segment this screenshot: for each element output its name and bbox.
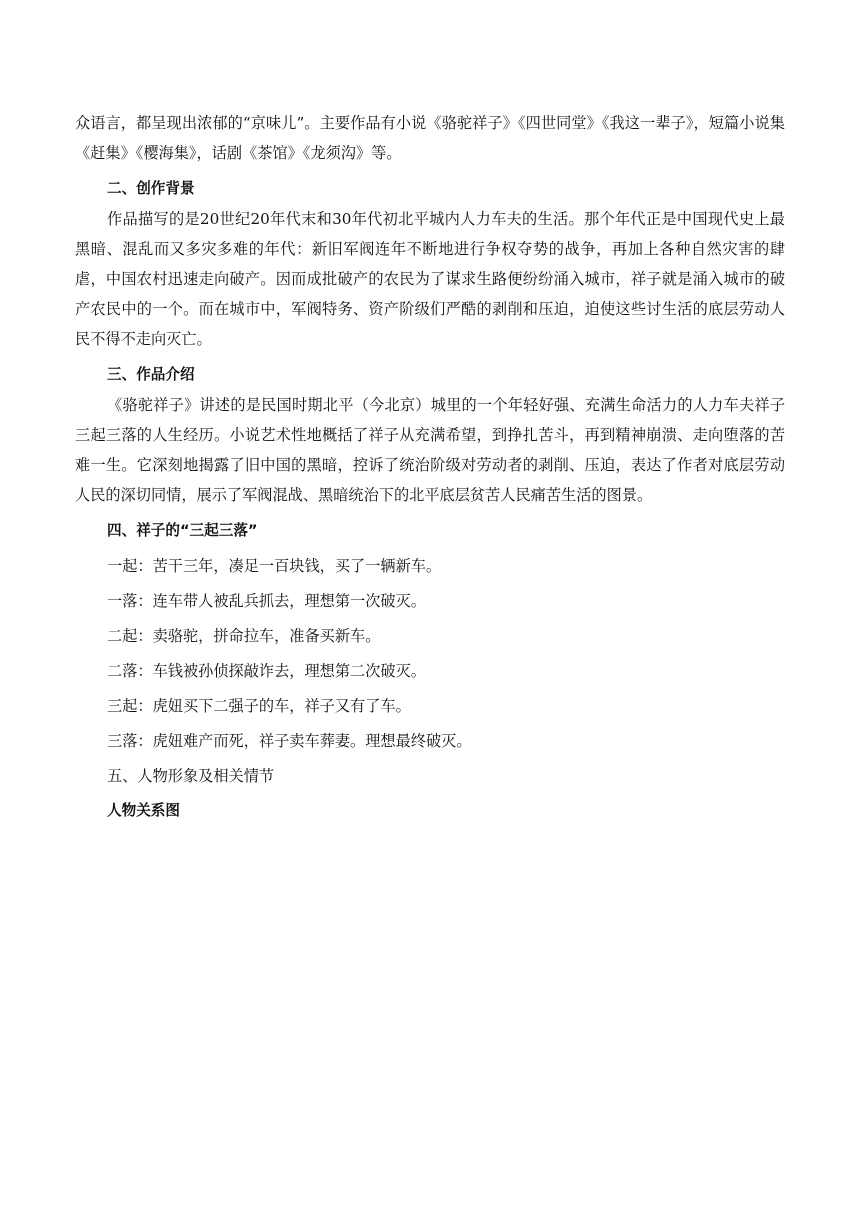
intro-paragraph: 众语言，都呈现出浓郁的“京味儿”。主要作品有小说《骆驼祥子》《四世同堂》《我这一辈子》，短篇小说集《赶集》《樱海集》，话剧《茶馆》《龙须沟》等。 [75, 114, 785, 162]
list-item: 二起：卖骆驼，拼命拉车，准备买新车。 [107, 627, 381, 645]
character-relationship-heading: 人物关系图 [107, 802, 180, 819]
list-item: 一起：苦干三年，凑足一百块钱，买了一辆新车。 [107, 557, 442, 575]
document-body [75, 108, 785, 826]
section-heading-introduction: 三、作品介绍 [107, 366, 195, 383]
section-heading-background: 二、创作背景 [107, 180, 195, 197]
introduction-paragraph: 《骆驼祥子》讲述的是民国时期北平（今北京）城里的一个年轻好强、充满生命活力的人力车夫祥子三起三落的人生经历。小说艺术性地概括了祥子从充满希望，到挣扎苦斗，再到精神崩溃、走向堕落的苦难一生。它深刻地揭露了旧中国的黑暗，控诉了统治阶级对劳动者的剥削、压迫，表达了作者对底层劳动人民的深切同情，展示了军阀混战、黑暗统治下的北平底层贫苦人民痛苦生活的图景。 [75, 396, 785, 504]
list-item: 三落：虎妞难产而死，祥子卖车葬妻。理想最终破灭。 [107, 732, 472, 750]
list-item: 一落：连车带人被乱兵抓去，理想第一次破灭。 [107, 592, 426, 610]
section-heading-characters: 五、人物形象及相关情节 [107, 767, 275, 785]
list-item: 二落：车钱被孙侦探敲诈去，理想第二次破灭。 [107, 662, 426, 680]
section-heading-three-rises-falls: 四、祥子的“三起三落” [107, 522, 258, 539]
rises-falls-list [75, 551, 785, 756]
background-paragraph: 作品描写的是20世纪20年代末和30年代初北平城内人力车夫的生活。那个年代正是中国现代史上最黑暗、混乱而又多灾多难的年代：新旧军阀连年不断地进行争权夺势的战争，再加上各种自然灾害的肆虐，中国农村迅速走向破产。因而成批破产的农民为了谋求生路便纷纷涌入城市，祥子就是涌入城市的破产农民中的一个。而在城市中，军阀特务、资产阶级们严酷的剥削和压迫，迫使这些讨生活的底层劳动人民不得不走向灭亡。 [75, 210, 785, 348]
list-item: 三起：虎妞买下二强子的车，祥子又有了车。 [107, 697, 411, 715]
